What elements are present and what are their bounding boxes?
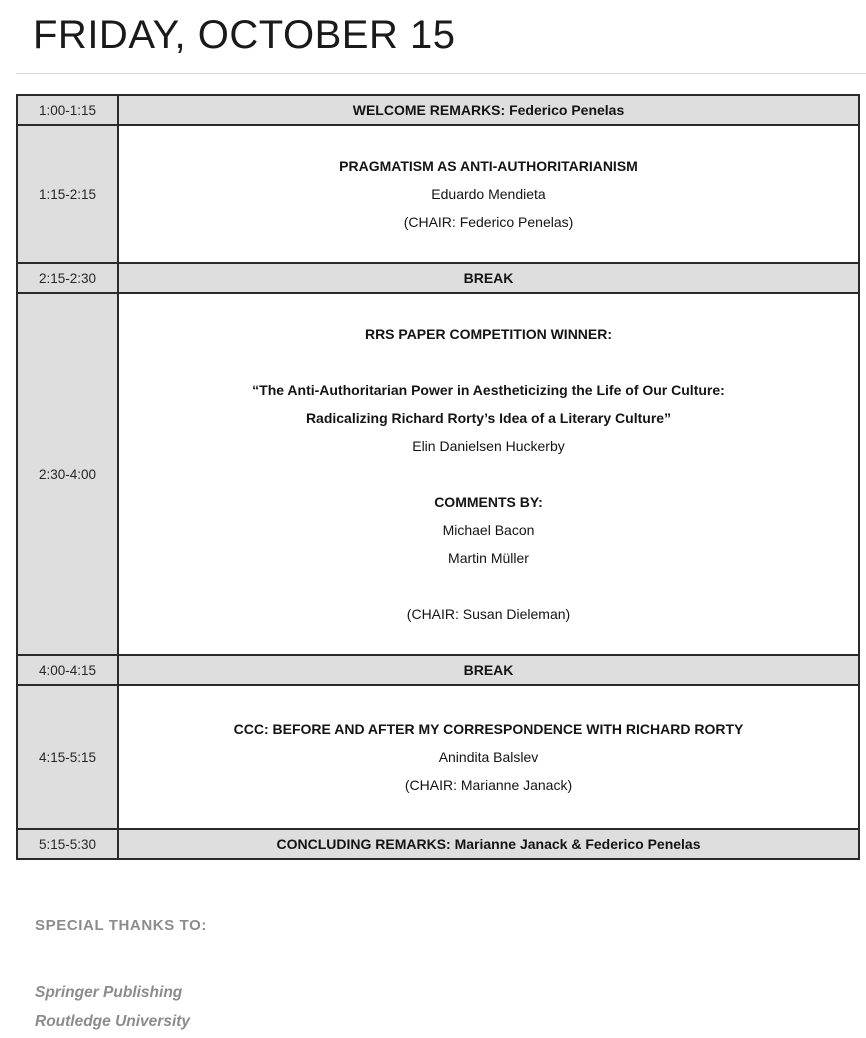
page-title: FRIDAY, OCTOBER 15 (33, 13, 456, 57)
session-line: Anindita Balslev (438, 749, 539, 765)
schedule-row (17, 263, 859, 293)
schedule-row (17, 829, 859, 859)
session-line: PRAGMATISM AS ANTI-AUTHORITARIANISM (339, 158, 638, 174)
session-cell (118, 293, 859, 655)
session-line: WELCOME REMARKS: Federico Penelas (352, 102, 625, 118)
session-line: Eduardo Mendieta (431, 186, 546, 202)
schedule-row (17, 125, 859, 263)
sponsor-list (35, 978, 866, 1036)
time-slot: 1:00-1:15 (17, 95, 118, 125)
time-slot: 4:15-5:15 (17, 685, 118, 829)
special-thanks-heading: SPECIAL THANKS TO: (35, 917, 207, 934)
blank-line (127, 348, 850, 376)
banner-cell (118, 95, 859, 125)
sponsor-name: Springer Publishing (35, 984, 183, 1001)
title-divider (16, 73, 866, 74)
program-page (0, 14, 866, 1038)
time-slot: 1:15-2:15 (17, 125, 118, 263)
banner-cell (118, 263, 859, 293)
banner-cell (118, 829, 859, 859)
session-line: (CHAIR: Marianne Janack) (404, 777, 573, 793)
session-cell (118, 685, 859, 829)
session-cell (118, 125, 859, 263)
session-line: CONCLUDING REMARKS: Marianne Janack & Federico Penelas (276, 836, 701, 852)
session-line: Martin Müller (448, 550, 529, 566)
sponsor-name: Routledge University (35, 1013, 191, 1030)
session-line: BREAK (463, 662, 514, 678)
schedule-row (17, 95, 859, 125)
schedule-row (17, 655, 859, 685)
session-line: Michael Bacon (442, 522, 535, 538)
session-line: “The Anti-Authoritarian Power in Aestheticizing the Life of Our Culture: (252, 382, 725, 398)
schedule-row (17, 293, 859, 655)
schedule-row (17, 685, 859, 829)
session-line: (CHAIR: Federico Penelas) (403, 214, 574, 230)
schedule-table (16, 94, 860, 860)
session-line: CCC: BEFORE AND AFTER MY CORRESPONDENCE WITH RICHARD RORTY (233, 721, 744, 737)
session-line: COMMENTS BY: (434, 494, 543, 510)
blank-line (127, 460, 850, 488)
time-slot: 2:30-4:00 (17, 293, 118, 655)
footer (35, 917, 866, 1036)
session-line: Elin Danielsen Huckerby (412, 438, 565, 454)
time-slot: 4:00-4:15 (17, 655, 118, 685)
session-line: BREAK (463, 270, 514, 286)
time-slot: 5:15-5:30 (17, 829, 118, 859)
time-slot: 2:15-2:30 (17, 263, 118, 293)
schedule-table-body (17, 95, 859, 859)
banner-cell (118, 655, 859, 685)
session-line: RRS PAPER COMPETITION WINNER: (364, 326, 613, 342)
session-line: Radicalizing Richard Rorty’s Idea of a Literary Culture” (305, 410, 672, 426)
blank-line (127, 572, 850, 600)
session-line: (CHAIR: Susan Dieleman) (406, 606, 571, 622)
